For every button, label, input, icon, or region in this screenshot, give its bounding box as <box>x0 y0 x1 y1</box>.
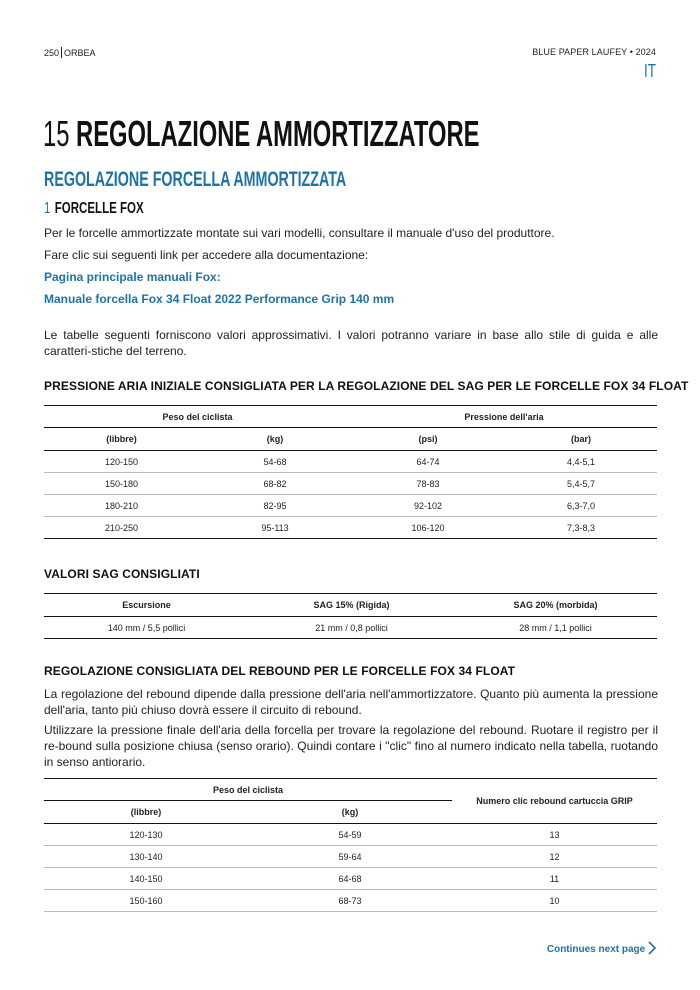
cell: 13 <box>549 829 560 840</box>
table-row <box>44 473 657 495</box>
cell: 150-180 <box>104 478 139 489</box>
chevron-right-icon <box>648 941 656 955</box>
cell: 106-120 <box>411 522 445 533</box>
continues-next-page-link[interactable] <box>547 941 656 955</box>
table-row <box>44 890 657 912</box>
cell: 82-95 <box>263 500 287 511</box>
cell: 64-68 <box>338 873 362 884</box>
section-title: REGOLAZIONE FORCELLA AMMORTIZZATA <box>44 168 347 191</box>
rebound-paragraph-1: La regolazione del rebound dipende dalla pressione dell'aria nell'ammortizzatore. Quanto più aumenta la pressione dell'aria, tanto più chiuso dovrà essere il circuito di rebound. <box>44 687 658 717</box>
cell: 64-74 <box>416 456 440 467</box>
sag-values-table <box>44 593 657 639</box>
page-number: 250 <box>44 48 60 58</box>
fox-manuals-link[interactable]: Pagina principale manuali Fox: <box>44 270 221 284</box>
cell: 140 mm / 5,5 pollici <box>107 622 186 633</box>
cell: 54-68 <box>263 456 287 467</box>
divider <box>61 47 62 58</box>
rebound-paragraph-2: Utilizzare la pressione finale dell'aria della forcella per trovare la regolazione del rebound. Ruotare il registro per il re-bound sulla posizione chiusa (senso orario). Quindi contare i "clic" fino al numero indicato nella tabella, ruotando in senso antiorario. <box>44 723 658 769</box>
chapter-title <box>43 113 479 155</box>
chapter-title-text: REGOLAZIONE AMMORTIZZATORE <box>76 113 480 154</box>
continues-label: Continues next page <box>546 944 646 955</box>
col-sag20: SAG 20% (morbida) <box>513 600 598 610</box>
col-psi: (psi) <box>418 434 438 444</box>
cell: 10 <box>549 895 560 906</box>
group-header-pressure: Pressione dell'aria <box>351 406 657 428</box>
table-row <box>44 517 657 539</box>
col-kg: (kg) <box>341 807 359 817</box>
cell: 180-210 <box>104 500 139 511</box>
cell: 21 mm / 0,8 pollici <box>315 622 388 633</box>
links-intro: Fare clic sui seguenti link per accedere alla documentazione: <box>44 248 369 262</box>
cell: 68-82 <box>263 478 287 489</box>
cell: 130-140 <box>129 851 163 862</box>
brand-name: ORBEA <box>64 48 96 58</box>
col-kg: (kg) <box>266 434 284 444</box>
col-bar: (bar) <box>571 434 591 444</box>
table-row <box>44 824 657 846</box>
col-lbs: (libbre) <box>130 807 162 817</box>
cell: 7,3-8,3 <box>566 522 596 533</box>
fox-34-manual-link[interactable]: Manuale forcella Fox 34 Float 2022 Performance Grip 140 mm <box>44 292 395 306</box>
cell: 95-113 <box>261 522 289 533</box>
subsection-title-text: FORCELLE FOX <box>54 200 144 217</box>
air-pressure-table <box>44 405 657 539</box>
cell: 210-250 <box>104 522 139 533</box>
cell: 120-150 <box>104 456 139 467</box>
table-row <box>44 846 657 868</box>
cell: 120-130 <box>129 829 163 840</box>
cell: 92-102 <box>413 500 443 511</box>
cell: 5,4-5,7 <box>566 478 596 489</box>
cell: 78-83 <box>416 478 440 489</box>
cell: 28 mm / 1,1 pollici <box>519 622 592 633</box>
table-row <box>44 495 657 517</box>
table2-title: VALORI SAG CONSIGLIATI <box>44 567 200 581</box>
rebound-table <box>44 778 657 912</box>
col-rebound-clicks: Numero clic rebound cartuccia GRIP <box>476 796 633 806</box>
group-header-weight: Peso del ciclista <box>44 406 351 428</box>
rebound-title: REGOLAZIONE CONSIGLIATA DEL REBOUND PER LE FORCELLE FOX 34 FLOAT <box>44 664 516 678</box>
cell: 59-64 <box>338 851 362 862</box>
table1-title: PRESSIONE ARIA INIZIALE CONSIGLIATA PER LA REGOLAZIONE DEL SAG PER LE FORCELLE FOX 34 FLOAT <box>44 379 689 393</box>
page-header-left <box>44 47 96 58</box>
subsection-number: 1 <box>44 200 51 217</box>
col-travel: Escursione <box>122 600 171 610</box>
cell: 140-150 <box>129 873 163 884</box>
cell: 68-73 <box>338 895 362 906</box>
language-code: IT <box>644 61 656 81</box>
cell: 150-160 <box>129 895 163 906</box>
col-sag15: SAG 15% (Rigida) <box>313 600 390 610</box>
cell: 6,3-7,0 <box>566 500 596 511</box>
cell: 11 <box>549 873 560 884</box>
intro-paragraph: Per le forcelle ammortizzate montate sui vari modelli, consultare il manuale d'uso del produttore. <box>44 226 555 240</box>
cell: 54-59 <box>338 829 362 840</box>
table-row <box>44 451 657 473</box>
cell: 4,4-5,1 <box>566 456 596 467</box>
chapter-number: 15 <box>43 113 70 154</box>
table-row <box>44 868 657 890</box>
table-row <box>44 617 657 639</box>
disclaimer-paragraph: Le tabelle seguenti forniscono valori approssimativi. I valori potranno variare in base allo stile di guida e alle caratteri-stiche del terreno. <box>44 328 658 358</box>
col-lbs: (libbre) <box>106 434 137 444</box>
group-header-weight: Peso del ciclista <box>44 779 452 801</box>
subsection-title <box>44 200 144 218</box>
cell: 12 <box>549 851 560 862</box>
document-title: BLUE PAPER LAUFEY • 2024 <box>532 47 656 57</box>
